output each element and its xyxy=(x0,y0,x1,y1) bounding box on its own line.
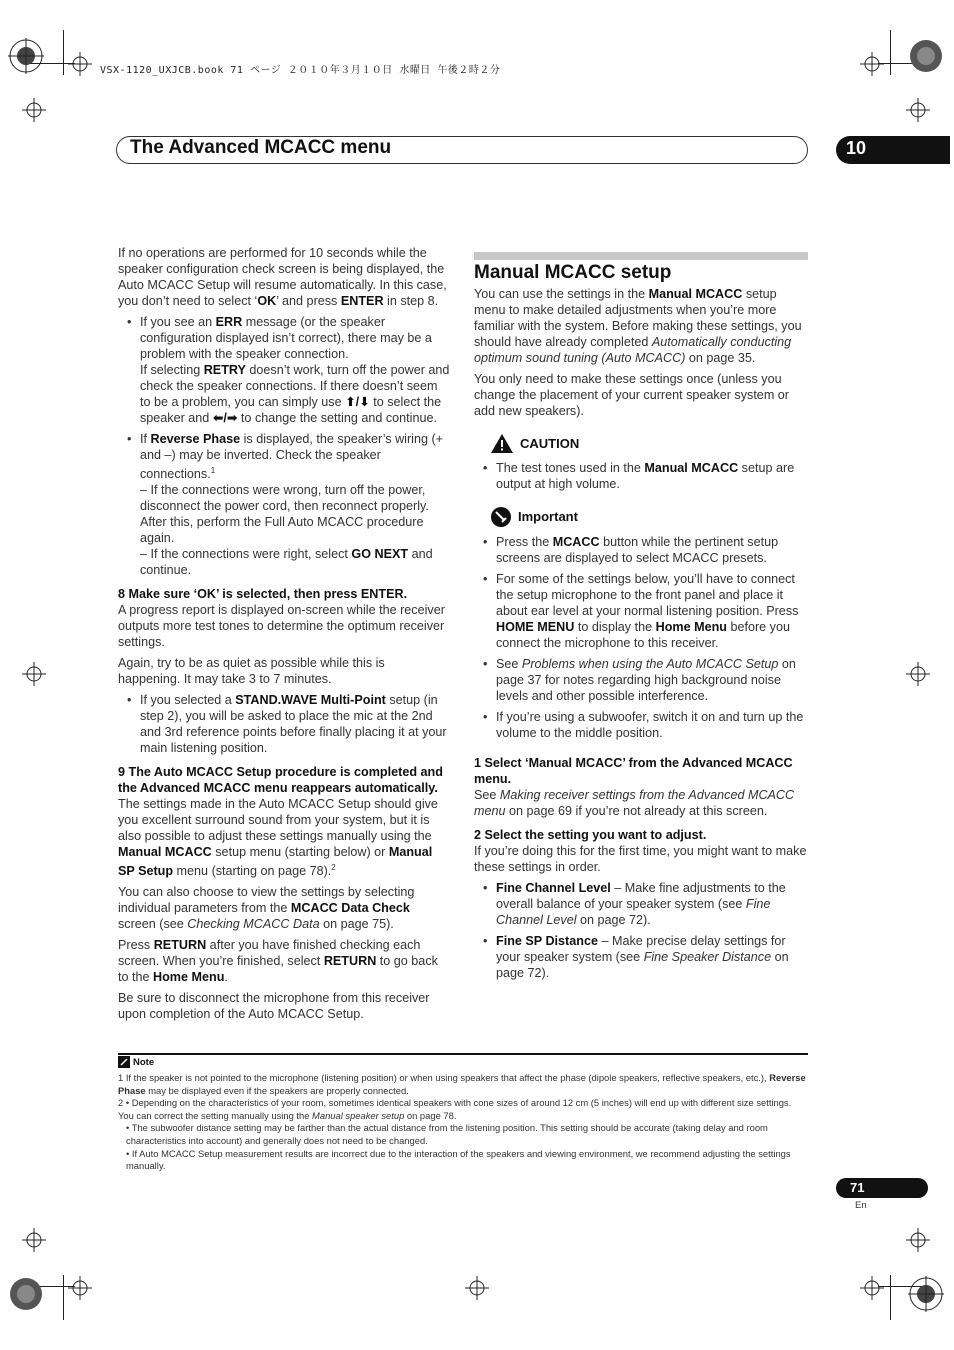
paragraph xyxy=(118,937,450,985)
text-run: Manual MCACC xyxy=(644,461,739,475)
crosshair-icon xyxy=(906,662,930,686)
text-run: MCACC xyxy=(552,535,600,549)
text-run: on page 37 for notes regarding high background noise levels and other possible interference. xyxy=(496,657,796,703)
list-item xyxy=(474,656,808,704)
text-run: See xyxy=(496,657,522,671)
text-run: Fine SP Distance xyxy=(496,934,598,948)
text-run: A progress report is displayed on-screen while the receiver outputs more test tones to determine the optimum receiver settings. xyxy=(118,603,445,650)
text-run: . xyxy=(224,970,228,985)
text-run: You can also choose to view the settings by selecting individual parameters from the xyxy=(118,885,415,916)
text-run: screen (see xyxy=(118,917,188,932)
note-heading xyxy=(118,1056,154,1068)
text-run: to go back to the xyxy=(118,954,438,985)
text-run: HOME MENU xyxy=(496,620,575,634)
text-run: 1 If the speaker is not pointed to the microphone (listening position) or when using speakers that affect the phase (dipole speakers, reflective speakers, etc.), xyxy=(118,1072,770,1083)
footnote-divider xyxy=(118,1053,808,1055)
page-language: En xyxy=(855,1200,867,1211)
footnote xyxy=(118,1072,808,1097)
list-item xyxy=(474,460,808,492)
footnote xyxy=(118,1122,808,1147)
list-item xyxy=(474,880,808,928)
text-run: Manual SP Setup xyxy=(118,845,433,879)
text-run: is displayed, the speaker’s wiring (+ and –) may be inverted. Check the speaker connections. xyxy=(140,432,444,482)
text-run: • If Auto MCACC Setup measurement results are incorrect due to the interaction of the speakers and viewing environment, we recommend adjusting the settings manually. xyxy=(126,1147,791,1172)
text-run: to change the setting and continue. xyxy=(237,411,437,425)
text-run: GO NEXT xyxy=(351,547,409,562)
section-bar xyxy=(474,252,808,260)
text-run: Making receiver settings from the Advanced MCACC menu xyxy=(474,788,795,818)
paragraph xyxy=(118,245,450,309)
print-info: VSX-1120_UXJCB.book 71 ページ ２０１０年３月１０日 水曜日 午後２時２分 xyxy=(100,65,501,76)
important-heading xyxy=(490,506,808,528)
text-run: on page 75). xyxy=(319,917,394,932)
text-run: – Make precise delay settings for your speaker system (see xyxy=(496,934,786,964)
footnote xyxy=(118,1097,808,1122)
crosshair-icon xyxy=(465,1276,489,1300)
text-run: If you’re using a subwoofer, switch it on and turn up the volume to the middle position. xyxy=(496,710,804,740)
text-run: 2 • Depending on the characteristics of your room, sometimes identical speakers with cone sizes of around 12 cm (5 inches) will end up with different size settings. You can correct the setting manually using the xyxy=(118,1097,792,1121)
text-run: If selecting xyxy=(140,363,204,377)
text-run: may be displayed even if the speakers are properly connected. xyxy=(145,1084,409,1096)
text-run: on page 72). xyxy=(576,913,651,927)
note-icon xyxy=(118,1056,130,1068)
crosshair-icon xyxy=(860,1276,884,1300)
list-item xyxy=(118,314,450,426)
text-run: For some of the settings below, you’ll have to connect the setup microphone to the front panel and place it about ear level at your normal listening position. Press xyxy=(496,572,799,618)
text-run: Be sure to disconnect the microphone from this receiver upon completion of the Auto MCACC Setup. xyxy=(118,991,430,1022)
text-run: setup are output at high volume. xyxy=(496,461,795,491)
registration-mark-icon xyxy=(908,1276,944,1312)
text-run: doesn’t work, turn off the power and check the speaker connections. If there doesn’t seem to be a problem, you can simply use xyxy=(140,363,450,409)
text-run: See xyxy=(474,788,500,802)
list-item xyxy=(474,709,808,741)
footnote xyxy=(118,1148,808,1173)
text-run: OK xyxy=(257,294,277,308)
text-run: If xyxy=(140,432,151,446)
text-run: RETRY xyxy=(203,363,246,377)
paragraph xyxy=(474,787,808,819)
text-run: ⬅/➡ xyxy=(212,411,238,425)
text-run: button while the pertinent setup screens are displayed to select MCACC presets. xyxy=(496,535,779,565)
step-heading: 1 Select ‘Manual MCACC’ from the Advanced MCACC menu. xyxy=(474,756,793,786)
text-run: Reverse Phase xyxy=(150,432,241,446)
list-item xyxy=(118,692,450,756)
text-run: ⬆/⬇ xyxy=(345,395,370,409)
text-run: ’ and press xyxy=(276,294,341,308)
crosshair-icon xyxy=(22,1228,46,1252)
crosshair-icon xyxy=(68,1276,92,1300)
crosshair-icon xyxy=(22,98,46,122)
section-title: Manual MCACC setup xyxy=(474,262,672,283)
text-run: Press the xyxy=(496,535,553,549)
list-item xyxy=(474,933,808,981)
crosshair-icon xyxy=(22,662,46,686)
page-number: 71 xyxy=(850,1180,865,1195)
text-run: and continue. xyxy=(140,547,433,578)
text-run: Home Menu xyxy=(153,970,225,985)
text-run: to select the speaker and xyxy=(140,395,442,425)
text-run: before you connect the microphone to this receiver. xyxy=(496,620,790,650)
text-run: message (or the speaker configuration displayed isn’t correct), there may be a problem with the speaker connection. xyxy=(140,315,432,361)
text-run: Press xyxy=(118,938,154,953)
left-column xyxy=(118,245,450,1027)
text-run: Automatically conducting optimum sound tuning (Auto MCACC) xyxy=(474,335,792,365)
right-column xyxy=(474,286,808,986)
step-heading: 2 Select the setting you want to adjust. xyxy=(474,828,707,842)
text-run: The test tones used in the xyxy=(496,461,645,475)
note-label: Note xyxy=(133,1056,155,1068)
paragraph xyxy=(118,655,450,687)
footnote-ref: 2 xyxy=(331,863,336,873)
paragraph xyxy=(118,796,450,879)
text-run: Problems when using the Auto MCACC Setup xyxy=(521,657,779,671)
text-run: in step 8. xyxy=(383,294,439,308)
chapter-title: The Advanced MCACC menu xyxy=(130,137,392,158)
text-run: on page 72). xyxy=(496,950,789,980)
text-run: – If the connections were right, select xyxy=(140,547,352,562)
chapter-number: 10 xyxy=(846,138,867,158)
step-heading: 8 Make sure ‘OK’ is selected, then press ENTER. xyxy=(118,587,408,602)
text-run: setup menu to make detailed adjustments when you’re more familiar with the system. Before making these settings, you should have already completed xyxy=(474,287,802,349)
text-run: You can use the settings in the xyxy=(474,287,649,301)
text-run: Manual MCACC xyxy=(648,287,743,301)
registration-mark-icon xyxy=(908,38,944,74)
text-run: Fine Speaker Distance xyxy=(643,950,772,964)
footnotes xyxy=(118,1072,808,1173)
text-run: Again, try to be as quiet as possible while this is happening. It may take 3 to 7 minutes. xyxy=(118,656,385,687)
text-run: ERR xyxy=(215,315,243,329)
paragraph xyxy=(118,990,450,1022)
step-heading: 9 The Auto MCACC Setup procedure is completed and the Advanced MCACC menu reappears automatically. xyxy=(118,765,443,796)
text-run: If you’re doing this for the first time, you might want to make these settings in order. xyxy=(474,844,807,874)
caution-heading xyxy=(490,433,808,454)
text-run: MCACC Data Check xyxy=(290,901,410,916)
text-run: The settings made in the Auto MCACC Setup should give you excellent surround sound from your system, but it is also possible to adjust these settings manually using the xyxy=(118,797,438,844)
text-run: RETURN xyxy=(323,954,377,969)
crosshair-icon xyxy=(906,1228,930,1252)
text-run: Manual speaker setup xyxy=(312,1109,405,1121)
registration-mark-icon xyxy=(8,38,44,74)
text-run: • The subwoofer distance setting may be farther than the actual distance from the listening position. This setting should be accurate (taking delay and room characteristics into account) and generally does not need to be changed. xyxy=(126,1122,768,1146)
text-run: RETURN xyxy=(153,938,207,953)
caution-label: CAUTION xyxy=(520,435,580,451)
text-run: If you selected a xyxy=(140,693,236,708)
crosshair-icon xyxy=(860,52,884,76)
text-run: to display the xyxy=(574,620,656,634)
text-run: menu (starting on page 78). xyxy=(173,864,332,879)
crosshair-icon xyxy=(68,52,92,76)
paragraph xyxy=(118,602,450,650)
text-run: after you have finished checking each screen. When you’re finished, select xyxy=(118,938,421,969)
text-run: Checking MCACC Data xyxy=(187,917,320,932)
text-run: on page 78. xyxy=(404,1109,457,1121)
text-run: If no operations are performed for 10 seconds while the speaker configuration check screen is being displayed, the Auto MCACC Setup will resume automatically. In this case, you don’t need to select ‘ xyxy=(118,246,447,308)
text-run: STAND.WAVE Multi-Point xyxy=(235,693,386,708)
crosshair-icon xyxy=(906,98,930,122)
text-run: on page 69 if you’re not already at this screen. xyxy=(505,804,768,818)
list-item xyxy=(118,431,450,578)
text-run: Reverse Phase xyxy=(118,1072,806,1096)
text-run: Home Menu xyxy=(655,620,727,634)
text-run: setup (in step 2), you will be asked to place the mic at the 2nd and 3rd reference points before finally placing it at your main listening position. xyxy=(140,693,447,756)
warning-icon xyxy=(490,433,514,454)
text-run: Fine Channel Level xyxy=(496,881,611,895)
text-run: setup menu (starting below) or xyxy=(211,845,389,860)
paragraph xyxy=(474,286,808,366)
text-run: Fine Channel Level xyxy=(496,897,771,927)
important-label: Important xyxy=(518,509,578,524)
footnote-ref: 1 xyxy=(210,466,216,475)
paragraph xyxy=(474,843,808,875)
text-run: You only need to make these settings once (unless you change the placement of your current speaker system or add new speakers). xyxy=(474,372,790,418)
text-run: If you see an xyxy=(140,315,216,329)
registration-mark-icon xyxy=(8,1276,44,1312)
paragraph xyxy=(118,884,450,932)
text-run: on page 35. xyxy=(685,351,756,365)
text-run: ENTER xyxy=(340,294,384,308)
text-run: – Make fine adjustments to the overall balance of your speaker system (see xyxy=(496,881,786,911)
text-run: Manual MCACC xyxy=(118,845,212,860)
important-icon xyxy=(490,506,512,528)
list-item xyxy=(474,534,808,566)
text-run: – If the connections were wrong, turn off the power, disconnect the power cord, then reconnect properly. After this, perform the Full Auto MCACC procedure again. xyxy=(140,483,429,546)
paragraph xyxy=(474,371,808,419)
list-item xyxy=(474,571,808,651)
